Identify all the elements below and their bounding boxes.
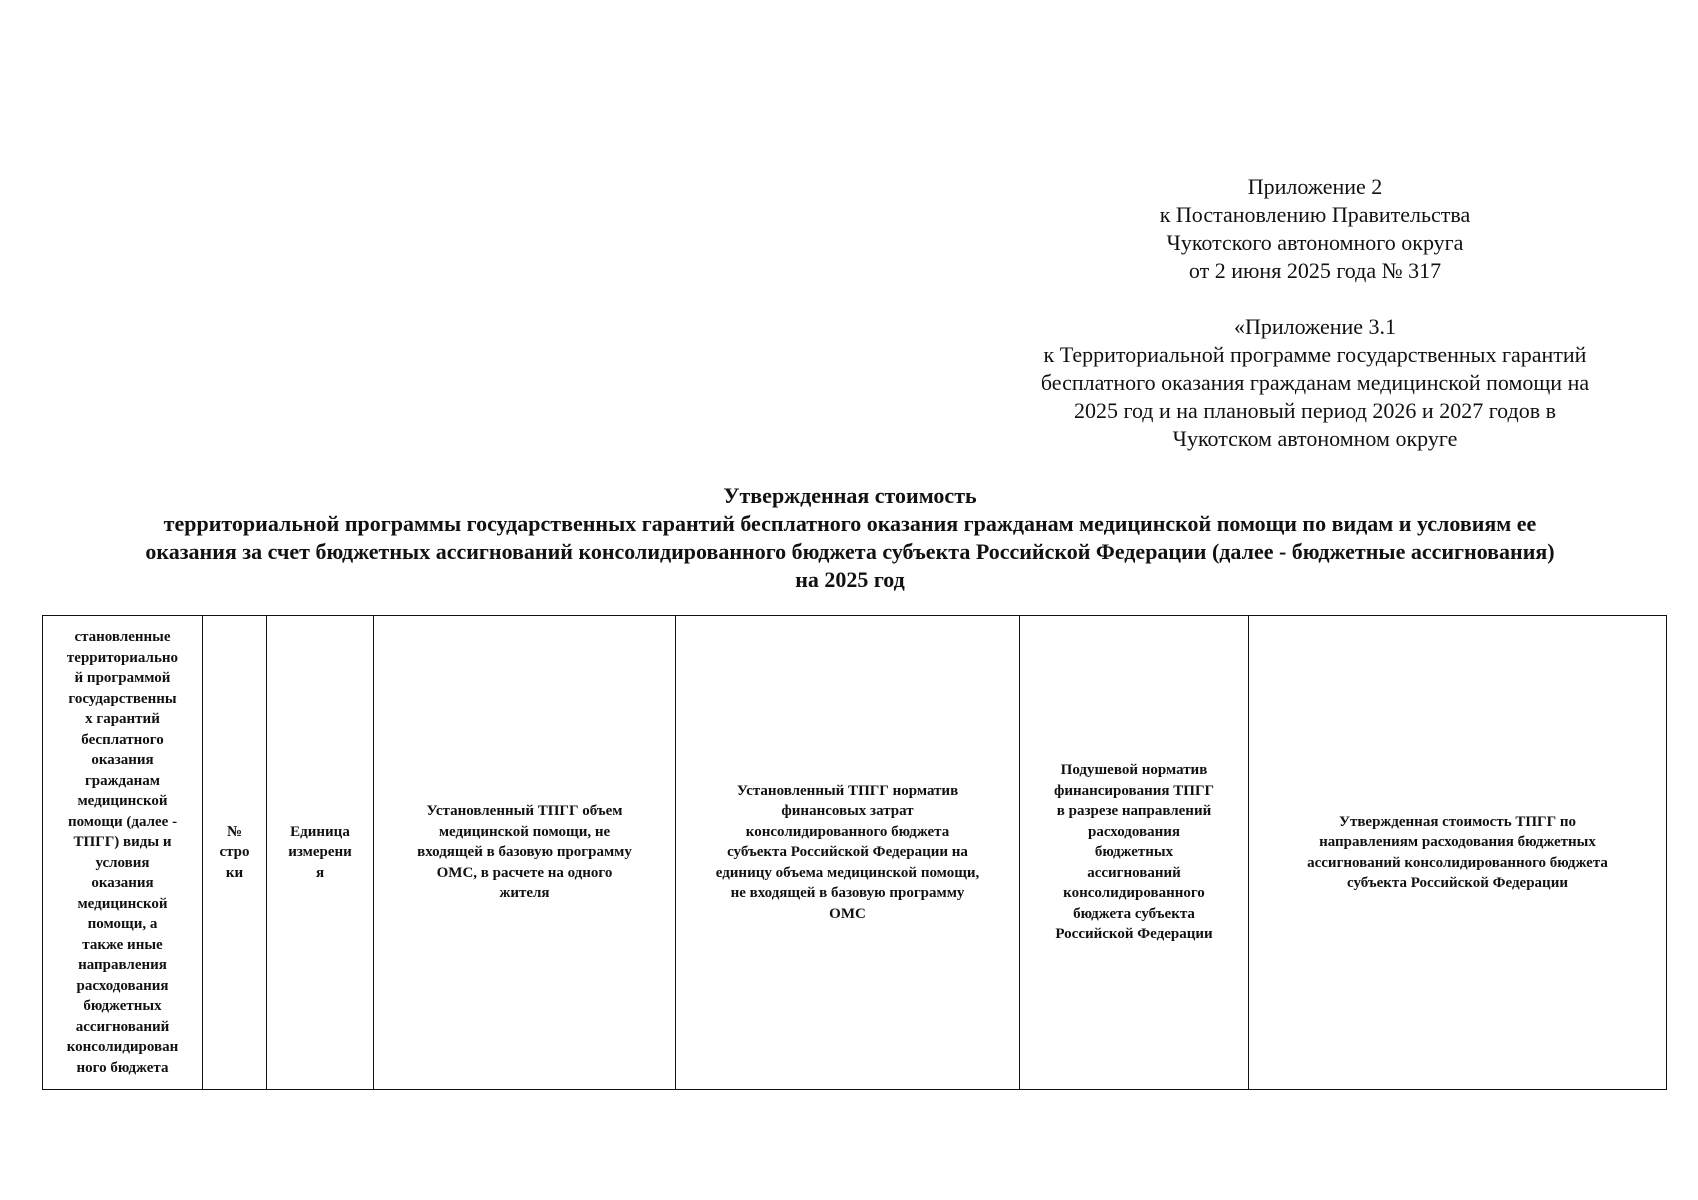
appendix-2-line: к Постановлению Правительства — [1159, 202, 1471, 227]
header-cell-per-capita-standard — [1020, 616, 1249, 1090]
appendix-2-line: Чукотского автономного округа — [1166, 230, 1464, 255]
appendix-3-1-line: 2025 год и на плановый период 2026 и 2027 годов в — [1073, 398, 1557, 423]
appendix-2-line: от 2 июня 2025 года № 317 — [1188, 258, 1442, 283]
document-title-line: Утвержденная стоимость — [723, 483, 977, 508]
document-title-line: территориальной программы государственных гарантий бесплатного оказания гражданам медицинской помощи по видам и условиям ее — [163, 511, 1537, 536]
header-cell-unit — [267, 616, 374, 1090]
header-cell-types-of-care — [43, 616, 203, 1090]
header-cell-row-number — [203, 616, 267, 1090]
appendix-2-line: Приложение 2 — [1247, 174, 1383, 199]
appendix-3-1-line: к Территориальной программе государственных гарантий — [1043, 342, 1587, 367]
header-text: Подушевой норматив финансирования ТПГГ в разрезе направлений расходования бюджетных ассигнований консолидированного бюджета субъекта Российской Федерации — [1053, 762, 1215, 943]
document-title-line: оказания за счет бюджетных ассигнований консолидированного бюджета субъекта Российской Федерации (далее - бюджетные ассигнования) — [145, 539, 1555, 564]
header-text: Установленный ТПГГ норматив финансовых затрат консолидированного бюджета субъекта Российской Федерации на единицу объема медицинской помощи, не входящей в базовую программу ОМС — [715, 782, 980, 922]
header-text: становленные территориально й программой государственны х гарантий бесплатного оказания гражданам медицинской помощи (далее - ТПГГ) виды и условия оказания медицинской помощи, а также иные направления расходования бюджетных ассигнований консолидирован ного бюджета — [66, 629, 179, 1076]
appendix-3-1-line: бесплатного оказания гражданам медицинской помощи на — [1040, 370, 1590, 395]
appendix-3-1-block — [1000, 313, 1630, 453]
header-text: Единица измерени я — [288, 823, 352, 881]
document-title — [40, 482, 1660, 594]
cost-table — [42, 615, 1667, 1090]
appendix-3-1-line: «Приложение 3.1 — [1233, 314, 1397, 339]
header-cell-volume-per-resident — [374, 616, 676, 1090]
document-title-line: на 2025 год — [795, 567, 905, 592]
appendix-3-1-line: Чукотском автономном округе — [1172, 426, 1458, 451]
header-text: Утвержденная стоимость ТПГГ по направлениям расходования бюджетных ассигнований консолидированного бюджета субъекта Российской Федерации — [1307, 813, 1608, 891]
header-cell-approved-cost — [1249, 616, 1667, 1090]
appendix-2-block — [1120, 173, 1510, 285]
header-cell-cost-standard — [676, 616, 1020, 1090]
header-text: № стро ки — [219, 823, 250, 881]
header-text: Установленный ТПГГ объем медицинской помощи, не входящей в базовую программу ОМС, в расчете на одного жителя — [417, 803, 632, 902]
table-header-row — [43, 616, 1667, 1090]
